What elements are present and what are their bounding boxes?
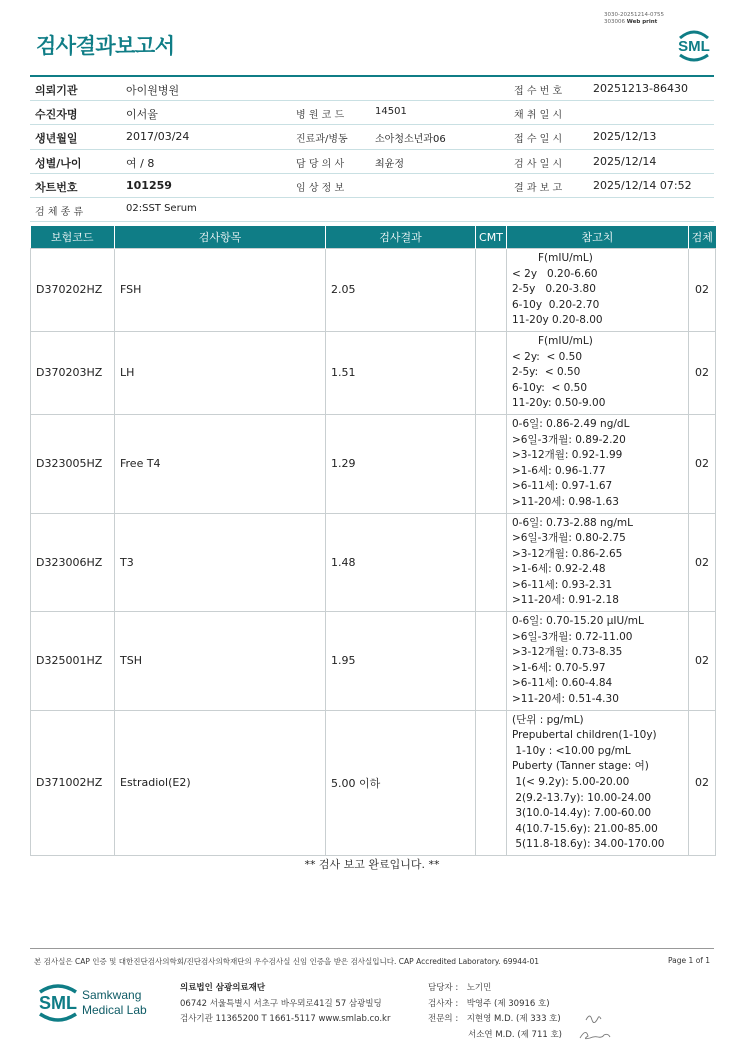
staff-tester-label: 검사자 : (428, 998, 459, 1009)
test-item-cell: T3 (115, 513, 326, 612)
test-code-cell: D371002HZ (31, 710, 115, 855)
reference-line: 0-6일: 0.86-2.49 ng/dL (512, 417, 630, 430)
org-name: 의료법인 삼광의료재단 (180, 983, 266, 993)
test-result-cell: 1.51 (326, 331, 476, 414)
reference-line: >3-12개월: 0.86-2.65 (512, 547, 623, 560)
reference-line: 2(9.2-13.7y): 10.00-24.00 (512, 791, 652, 804)
test-item-cell: TSH (115, 612, 326, 711)
reference-line: >6-11세: 0.97-1.67 (512, 480, 613, 493)
info-row-3 (30, 125, 714, 149)
reference-line: >1-6세: 0.92-2.48 (512, 563, 606, 576)
results-header-row (31, 226, 716, 249)
reference-line: >11-20세: 0.51-4.30 (512, 693, 619, 706)
result-row (31, 710, 716, 855)
report-complete-text: ** 검사 보고 완료입니다. ** (304, 858, 440, 871)
reference-cell (507, 612, 689, 711)
print-code-line2: 303006 Web print (604, 19, 658, 25)
result-row (31, 414, 716, 513)
receipt-date-label: 접 수 일 시 (514, 134, 563, 146)
test-result-cell: 1.29 (326, 414, 476, 513)
logo-bottom-line2: Medical Lab (82, 1003, 147, 1017)
hospital-code-value: 14501 (375, 106, 407, 118)
staff-manager: 노기민 (466, 983, 492, 993)
cap-accreditation-text: 본 검사실은 CAP 인증 및 대한진단검사의학회/진단검사의학재단의 우수검사실 신임 인증을 받은 검사실입니다. CAP Accredited Laboratory. 69944-01 (34, 957, 540, 966)
reference-line: >1-6세: 0.70-5.97 (512, 661, 606, 674)
patient-info-grid (30, 75, 714, 222)
logo-bottom-main: SML (39, 993, 77, 1013)
reference-line: >11-20세: 0.91-2.18 (512, 594, 619, 607)
cmt-cell (476, 710, 507, 855)
test-date-label: 검 사 일 시 (514, 158, 563, 170)
hospital-code-label: 병 원 코 드 (296, 110, 345, 122)
request-org-label: 의뢰기관 (35, 84, 78, 97)
test-item-cell: Estradiol(E2) (115, 710, 326, 855)
chart-value: 101259 (126, 178, 172, 192)
results-table (30, 226, 716, 856)
test-code-cell: D323006HZ (31, 513, 115, 612)
logo-bottom-line1: Samkwang (82, 988, 142, 1002)
reference-cell (507, 513, 689, 612)
info-row-1 (30, 77, 714, 101)
web-print-label: Web print (626, 19, 658, 25)
reference-line: < 2y 0.20-6.60 (512, 267, 598, 280)
staff-expert-2: 서소연 M.D. (제 711 호) (468, 1029, 563, 1040)
receipt-no-label: 접 수 번 호 (514, 86, 563, 97)
organization-info (180, 981, 390, 1028)
specimen-cell: 02 (689, 414, 716, 513)
reference-line: 11-20y: 0.50-9.00 (512, 397, 606, 410)
reference-line: >3-12개월: 0.92-1.99 (512, 449, 623, 462)
test-item-cell: LH (115, 331, 326, 414)
clinical-label: 임 상 정 보 (296, 182, 345, 194)
reference-cell (507, 710, 689, 855)
doctor-label: 담 당 의 사 (296, 158, 345, 170)
chart-label: 차트번호 (35, 180, 78, 194)
reference-line: >6일-3개월: 0.89-2.20 (512, 433, 626, 446)
result-row (31, 331, 716, 414)
reference-line: 5(11.8-18.6y): 34.00-170.00 (512, 838, 665, 851)
test-code-cell: D325001HZ (31, 612, 115, 711)
col-header-code: 보험코드 (31, 226, 115, 249)
col-header-reference: 참고치 (507, 226, 689, 249)
cmt-cell (476, 414, 507, 513)
info-row-4 (30, 150, 714, 174)
test-item-cell: FSH (115, 249, 326, 332)
sml-logo-icon (672, 24, 716, 64)
print-code (604, 12, 664, 26)
dept-value: 소아청소년과06 (375, 134, 446, 146)
info-row-5 (30, 174, 714, 198)
reference-cell (507, 331, 689, 414)
cmt-cell (476, 612, 507, 711)
doctor-value: 최윤정 (375, 158, 404, 170)
col-header-specimen: 검체 (689, 226, 716, 249)
staff-expert-label: 전문의 : (428, 1014, 459, 1024)
reference-line: 1-10y : <10.00 pg/mL (512, 744, 631, 757)
info-row-6 (30, 198, 714, 222)
staff-info (428, 981, 562, 1043)
report-value: 2025/12/14 07:52 (593, 178, 692, 192)
birth-value: 2017/03/24 (126, 130, 190, 144)
reference-line: 1(< 9.2y): 5.00-20.00 (512, 776, 630, 788)
specimen-cell: 02 (689, 612, 716, 711)
reference-line: 2-5y 0.20-3.80 (512, 283, 596, 296)
reference-line: Puberty (Tanner stage: 여) (512, 760, 649, 773)
reference-line: < 2y: < 0.50 (512, 350, 582, 363)
test-result-cell: 2.05 (326, 249, 476, 332)
cmt-cell (476, 513, 507, 612)
reference-line: 3(10.0-14.4y): 7.00-60.00 (512, 807, 652, 820)
samkwang-logo-icon (36, 978, 154, 1026)
sexage-label: 성별/나이 (35, 156, 82, 170)
result-row (31, 612, 716, 711)
staff-expert-1: 지현영 M.D. (제 333 호) (466, 1014, 561, 1024)
reference-line: F(mIU/mL) (538, 334, 593, 347)
receipt-no-value: 20251213-86430 (593, 82, 688, 95)
result-row (31, 249, 716, 332)
reference-line: 11-20y 0.20-8.00 (512, 314, 603, 327)
test-result-cell: 1.48 (326, 513, 476, 612)
test-code-cell: D323005HZ (31, 414, 115, 513)
col-header-item: 검사항목 (115, 226, 326, 249)
reference-line: >3-12개월: 0.73-8.35 (512, 646, 623, 659)
reference-line: F(mIU/mL) (538, 252, 593, 264)
sexage-value: 여 / 8 (126, 156, 155, 170)
result-row (31, 513, 716, 612)
specimen-cell: 02 (689, 249, 716, 332)
reference-line: Prepubertal children(1-10y) (512, 729, 657, 742)
request-org-value: 아이원병원 (126, 84, 180, 97)
patient-value: 이서율 (126, 108, 158, 122)
info-row-2 (30, 101, 714, 125)
reference-cell (507, 249, 689, 332)
logo-top-text: SML (678, 38, 710, 55)
dept-label: 진료과/병동 (296, 134, 348, 146)
org-address: 06742 서울특별시 서초구 바우뫼로41길 57 삼광빌딩 (180, 998, 382, 1009)
reference-line: 0-6일: 0.70-15.20 µIU/mL (512, 615, 644, 628)
reference-line: >11-20세: 0.98-1.63 (512, 495, 619, 508)
reference-line: 4(10.7-15.6y): 21.00-85.00 (512, 822, 658, 835)
col-header-cmt: CMT (476, 226, 507, 249)
test-result-cell: 1.95 (326, 612, 476, 711)
birth-label: 생년월일 (35, 132, 78, 146)
cmt-cell (476, 249, 507, 332)
report-title: 검사결과보고서 (36, 34, 175, 58)
test-code-cell: D370202HZ (31, 249, 115, 332)
reference-line: >6-11세: 0.60-4.84 (512, 677, 613, 690)
signature-icon (576, 1008, 616, 1044)
reference-line: (단위 : pg/mL) (512, 713, 584, 726)
collect-date-label: 채 취 일 시 (514, 110, 563, 122)
reference-line: >1-6세: 0.96-1.77 (512, 464, 606, 477)
cmt-cell (476, 331, 507, 414)
page-number: Page 1 of 1 (668, 956, 711, 965)
specimen-value: 02:SST Serum (126, 202, 197, 214)
reference-line: >6일-3개월: 0.72-11.00 (512, 630, 633, 643)
report-label: 결 과 보 고 (514, 182, 563, 194)
reference-line: >6일-3개월: 0.80-2.75 (512, 532, 626, 545)
specimen-cell: 02 (689, 710, 716, 855)
test-item-cell: Free T4 (115, 414, 326, 513)
staff-tester: 박영주 (제 30916 호) (466, 998, 550, 1009)
reference-cell (507, 414, 689, 513)
specimen-cell: 02 (689, 331, 716, 414)
footer-divider (30, 948, 714, 949)
reference-line: 2-5y: < 0.50 (512, 366, 581, 379)
reference-line: >6-11세: 0.93-2.31 (512, 578, 613, 591)
test-code-cell: D370203HZ (31, 331, 115, 414)
org-contact: 검사기관 11365200 T 1661-5117 www.smlab.co.kr (180, 1014, 391, 1024)
patient-label: 수진자명 (35, 108, 78, 122)
col-header-result: 검사결과 (326, 226, 476, 249)
specimen-label: 검 체 종 류 (35, 206, 84, 218)
specimen-cell: 02 (689, 513, 716, 612)
reference-line: 6-10y 0.20-2.70 (512, 298, 600, 311)
test-result-cell: 5.00 이하 (326, 710, 476, 855)
receipt-date-value: 2025/12/13 (593, 130, 657, 144)
reference-line: 0-6일: 0.73-2.88 ng/mL (512, 516, 633, 529)
test-date-value: 2025/12/14 (593, 154, 657, 168)
print-code-line1: 3030-20251214-0755 (604, 12, 664, 18)
staff-manager-label: 담당자 : (428, 983, 459, 993)
reference-line: 6-10y: < 0.50 (512, 381, 588, 394)
